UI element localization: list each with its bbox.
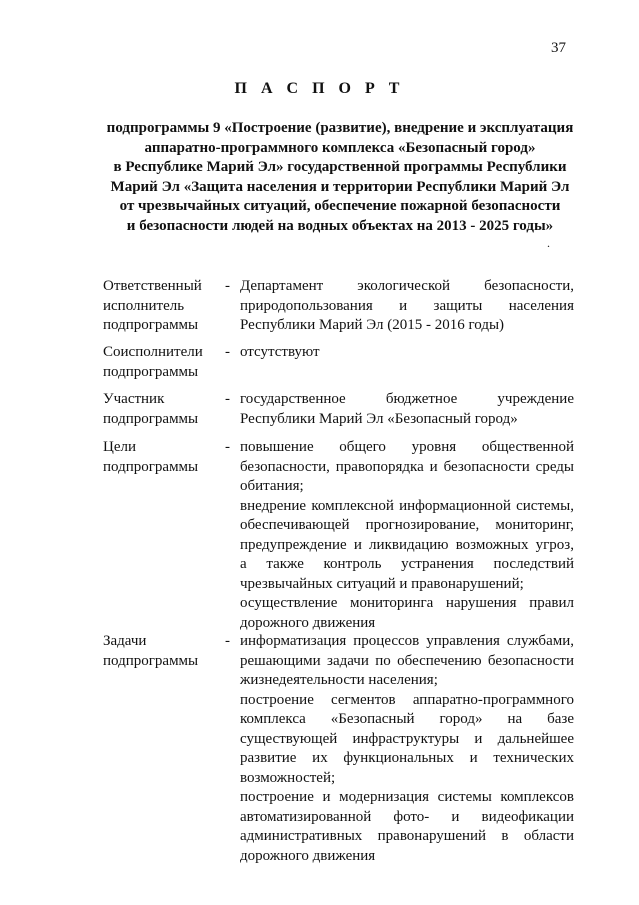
content-line: построение и модернизация системы комплексов [240,789,574,805]
subtitle-line: Марий Эл «Защита населения и территории Республики Марий Эл [110,178,570,195]
program-subtitle [100,119,580,236]
content-line: автоматизированной фото- и видеофикации [240,808,574,825]
subtitle-line: от чрезвычайных ситуаций, обеспечение пожарной безопасности [119,198,561,214]
row-dash: - [225,633,230,649]
row-label [103,438,218,477]
row-content [240,438,574,633]
content-line: предупреждение и ликвидацию возможных угроз, [240,536,574,553]
content-line: возможностей; [240,769,336,786]
content-line: Республики Марий Эл «Безопасный город» [240,410,518,427]
content-line: чрезвычайных ситуаций и правонарушений; [240,575,524,592]
label-line: подпрограммы [103,458,199,475]
content-line: внедрение комплексной информационной системы, [240,497,574,514]
content-line: отсутствуют [240,344,320,360]
label-line: Участник [103,391,165,407]
label-line: Ответственный [103,278,202,294]
content-line: повышение общего уровня общественной [240,439,574,455]
row-dash: - [225,391,230,407]
row-content [240,632,574,866]
subtitle-line: подпрограммы 9 «Построение (развитие), внедрение и эксплуатация [106,120,574,136]
content-line: безопасности, правопорядка и безопасности среды [240,458,574,475]
row-content [240,277,574,336]
content-line: построение сегментов аппаратно-программного [240,691,574,708]
content-line: жизнедеятельности населения; [240,672,438,688]
content-line: государственное бюджетное учреждение [240,391,574,407]
label-line: исполнитель [103,297,185,314]
content-line: дорожного движения [240,614,376,631]
label-line: Задачи [103,633,147,649]
content-line: развитие их функциональных и технических [240,750,574,766]
subtitle-line: в Республике Марий Эл» государственной программы Республики [113,159,567,175]
subtitle-line: аппаратно-программного комплекса «Безопасный город» [144,139,536,156]
content-line: а также контроль устранения последствий [240,556,574,572]
row-content [240,343,574,363]
row-label [103,632,218,671]
row-label [103,390,218,429]
content-line: комплекса «Безопасный город» на базе [240,711,574,727]
subtitle-line: и безопасности людей на водных объектах на 2013 - 2025 годы» [126,217,554,234]
document-title: П А С П О Р Т [234,80,405,97]
label-line: Цели [103,439,137,455]
label-line: подпрограммы [103,317,199,333]
content-line: обитания; [240,478,304,494]
page-number: 37 [551,40,566,56]
label-line: подпрограммы [103,363,199,380]
row-dash: - [225,439,230,455]
label-line: подпрограммы [103,410,199,427]
label-line: подпрограммы [103,652,199,669]
row-label [103,343,218,382]
row-content [240,390,574,429]
content-line: решающими задачи по обеспечению безопасности [240,652,574,669]
label-line: Соисполнители [103,344,203,360]
content-line: информатизация процессов управления службами, [240,633,574,649]
content-line: административных правонарушений в области [240,828,574,844]
stray-mark: . [547,236,550,250]
content-line: природопользования и защиты населения [240,297,574,314]
content-line: обеспечивающей прогнозирование, мониторинг, [240,517,574,533]
row-dash: - [225,278,230,294]
content-line: Республики Марий Эл (2015 - 2016 годы) [240,317,505,333]
content-line: Департамент экологической безопасности, [240,278,574,294]
row-dash: - [225,344,230,360]
content-line: дорожного движения [240,847,376,864]
row-label [103,277,218,336]
content-line: осуществление мониторинга нарушения правил [240,595,574,611]
content-line: существующей инфраструктуры и дальнейшее [240,730,574,747]
